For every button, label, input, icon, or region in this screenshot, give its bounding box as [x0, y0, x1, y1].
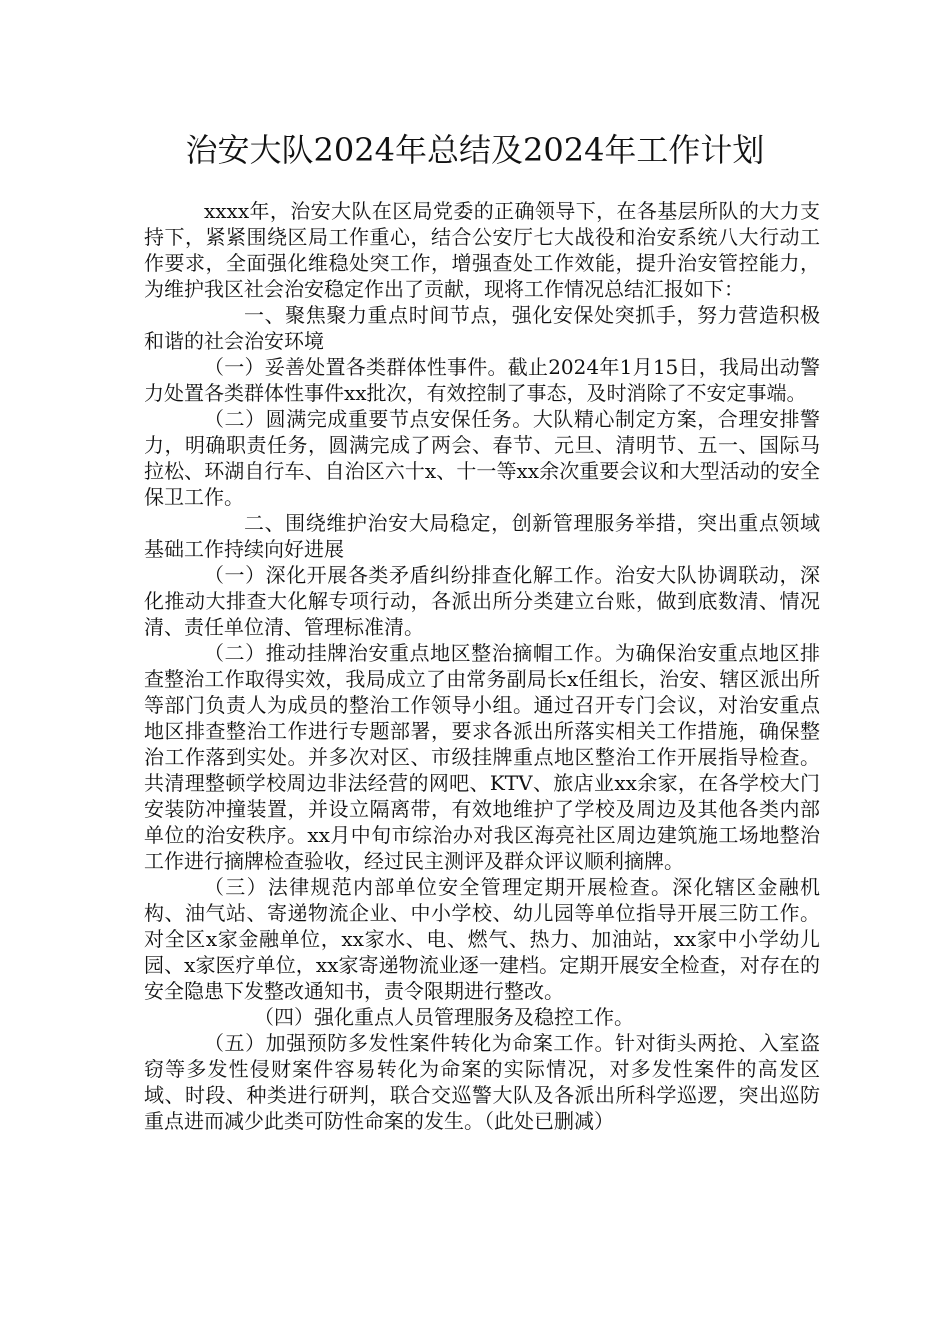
section-heading-1: 一、聚焦聚力重点时间节点，强化安保处突抓手，努力营造积极和谐的社会治安环境 — [144, 303, 820, 353]
section-heading-2: 二、围绕维护治安大局稳定，创新管理服务举措，突出重点领域基础工作持续向好进展 — [144, 511, 820, 561]
document-body — [144, 198, 820, 1134]
paragraph-2-1: （一）深化开展各类矛盾纠纷排查化解工作。治安大队协调联动，深化推动大排查大化解专项行动，各派出所分类建立台账，做到底数清、情况清、责任单位清、管理标准清。 — [144, 563, 820, 639]
paragraph-1-1: （一）妥善处置各类群体性事件。截止2024年1月15日，我局出动警力处置各类群体性事件xx批次，有效控制了事态，及时消除了不安定事端。 — [144, 355, 820, 405]
paragraph-2-3: （三）法律规范内部单位安全管理定期开展检查。深化辖区金融机构、油气站、寄递物流企业、中小学校、幼儿园等单位指导开展三防工作。对全区x家金融单位，xx家水、电、燃气、热力、加油站，xx家中小学幼儿园、x家医疗单位，xx家寄递物流业逐一建档。定期开展安全检查，对存在的安全隐患下发整改通知书，责令限期进行整改。 — [144, 875, 820, 1003]
paragraph-2-5: （五）加强预防多发性案件转化为命案工作。针对街头两抢、入室盗窃等多发性侵财案件容易转化为命案的实际情况，对多发性案件的高发区域、时段、种类进行研判，联合交巡警大队及各派出所科学巡逻，突出巡防重点进而减少此类可防性命案的发生。（此处已删减） — [144, 1031, 820, 1133]
paragraph-2-4: （四）强化重点人员管理服务及稳控工作。 — [254, 1005, 634, 1029]
intro-paragraph: xxxx年，治安大队在区局党委的正确领导下，在各基层所队的大力支持下，紧紧围绕区局工作重心，结合公安厅七大战役和治安系统八大行动工作要求，全面强化维稳处突工作，增强查处工作效能，提升治安管控能力，为维护我区社会治安稳定作出了贡献，现将工作情况总结汇报如下： — [144, 199, 820, 301]
document-title: 治安大队2024年总结及2024年工作计划 — [185, 131, 765, 169]
paragraph-1-2: （二）圆满完成重要节点安保任务。大队精心制定方案，合理安排警力，明确职责任务，圆满完成了两会、春节、元旦、清明节、五一、国际马拉松、环湖自行车、自治区六十x、十一等xx余次重要会议和大型活动的安全保卫工作。 — [144, 407, 820, 509]
paragraph-2-2: （二）推动挂牌治安重点地区整治摘帽工作。为确保治安重点地区排查整治工作取得实效，我局成立了由常务副局长x任组长，治安、辖区派出所等部门负责人为成员的整治工作领导小组。通过召开专门会议，对治安重点地区排查整治工作进行专题部署，要求各派出所落实相关工作措施，确保整治工作落到实处。并多次对区、市级挂牌重点地区整治工作开展指导检查。共清理整顿学校周边非法经营的网吧、KTV、旅店业xx余家，在各学校大门安装防冲撞装置，并设立隔离带，有效地维护了学校及周边及其他各类内部单位的治安秩序。xx月中旬市综治办对我区海亮社区周边建筑施工场地整治工作进行摘牌检查验收，经过民主测评及群众评议顺利摘牌。 — [144, 641, 820, 873]
